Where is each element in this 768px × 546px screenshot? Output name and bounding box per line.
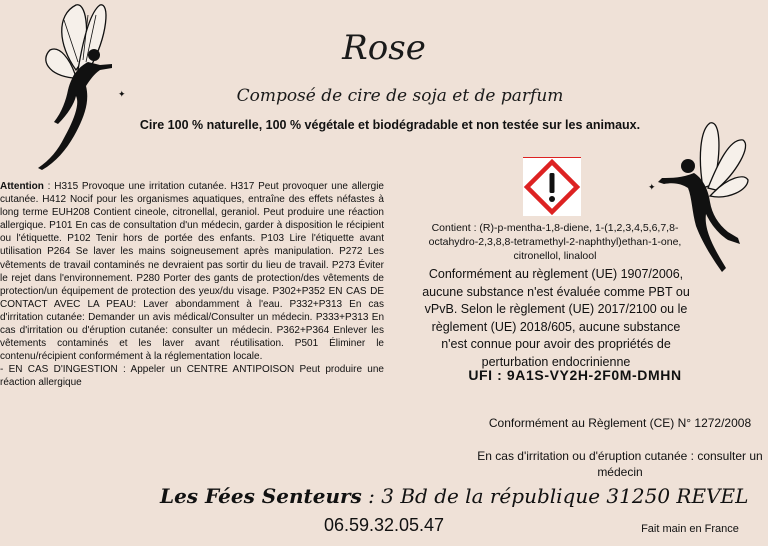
fairy-left-illustration [28, 0, 128, 175]
product-tagline: Cire 100 % naturelle, 100 % végétale et biodégradable et non testée sur les animaux. [139, 118, 641, 132]
brand-line [160, 484, 749, 508]
product-title: Rose [342, 28, 426, 68]
brand-address: : 3 Bd de la république 31250 REVEL [361, 484, 749, 508]
svg-text:✦: ✦ [118, 89, 126, 99]
handmade-label: Fait main en France [641, 523, 739, 535]
ufi-code: UFI : 9A1S-VY2H-2F0M-DMHN [468, 367, 682, 383]
warning-label: Attention [0, 181, 44, 192]
contents-text: Contient : (R)-p-mentha-1,8-diene, 1-(1,2,3,4,5,6,7,8-octahydro-2,3,8,8-tetramethyl-2-naphthyl)ethan-1-one, citronellol, linalool [428, 222, 682, 262]
irritation-advice: En cas d'irritation ou d'éruption cutanée : consulter un médecin [477, 449, 763, 479]
phone-number: 06.59.32.05.47 [323, 515, 445, 535]
svg-text:✦: ✦ [648, 182, 656, 192]
brand-name: Les Fées Senteurs [160, 484, 362, 508]
conformity-text: Conformément au règlement (UE) 1907/2006, aucune substance n'est évaluée comme PBT ou vPvB. Selon le règlement (UE) 2017/2100 ou le règlement (UE) 2018/605, aucune substance n'est connue pour avoir des propriétés de perturbation endocrinienne [422, 267, 690, 369]
product-subtitle: Composé de cire de soja et de parfum [236, 86, 564, 106]
exclamation-hazard-icon [523, 158, 581, 216]
warning-text: : H315 Provoque une irritation cutanée. H317 Peut provoquer une allergie cutanée. H412 Nocif pour les organismes aquatiques, entraîne des effets néfastes à long terme EUH208 Contient cineole, citronellal, geraniol. Peut produire une réaction allergique. P101 En cas de consultation d'un médecin, garder à disposition le récipient ou l'étiquette. P102 Tenir hors de portée des enfants. P103 Lire l'étiquette avant utilisation P264 Se laver les mains soigneusement après manipulation. P272 Les vêtements de travail contaminés ne devraient pas sortir du lieu de travail. P273 Éviter le rejet dans l'environnement. P280 Porter des gants de protection/des vêtements de protection/un équipement de protection des yeux/du visage. P302+P352 EN CAS DE CONTACT AVEC LA PEAU: Laver abondamment à l'eau. P332+P313 En cas d'irritation cutanée: Demander un avis médical/Consulter un médecin. P333+P313 En cas d'irritation ou d'éruption cutanée: consulter un médecin. P362+P364 Enlever les vêtements contaminés et les laver avant réutilisation. P501 Éliminer le contenu/récipient conformément à la réglementation locale. [0, 181, 384, 363]
ce-regulation-text: Conformément au Règlement (CE) N° 1272/2008 [488, 416, 752, 430]
ingestion-warning: - EN CAS D'INGESTION : Appeler un CENTRE ANTIPOISON Peut produire une réaction allergique [0, 364, 384, 389]
warning-block [0, 180, 384, 390]
